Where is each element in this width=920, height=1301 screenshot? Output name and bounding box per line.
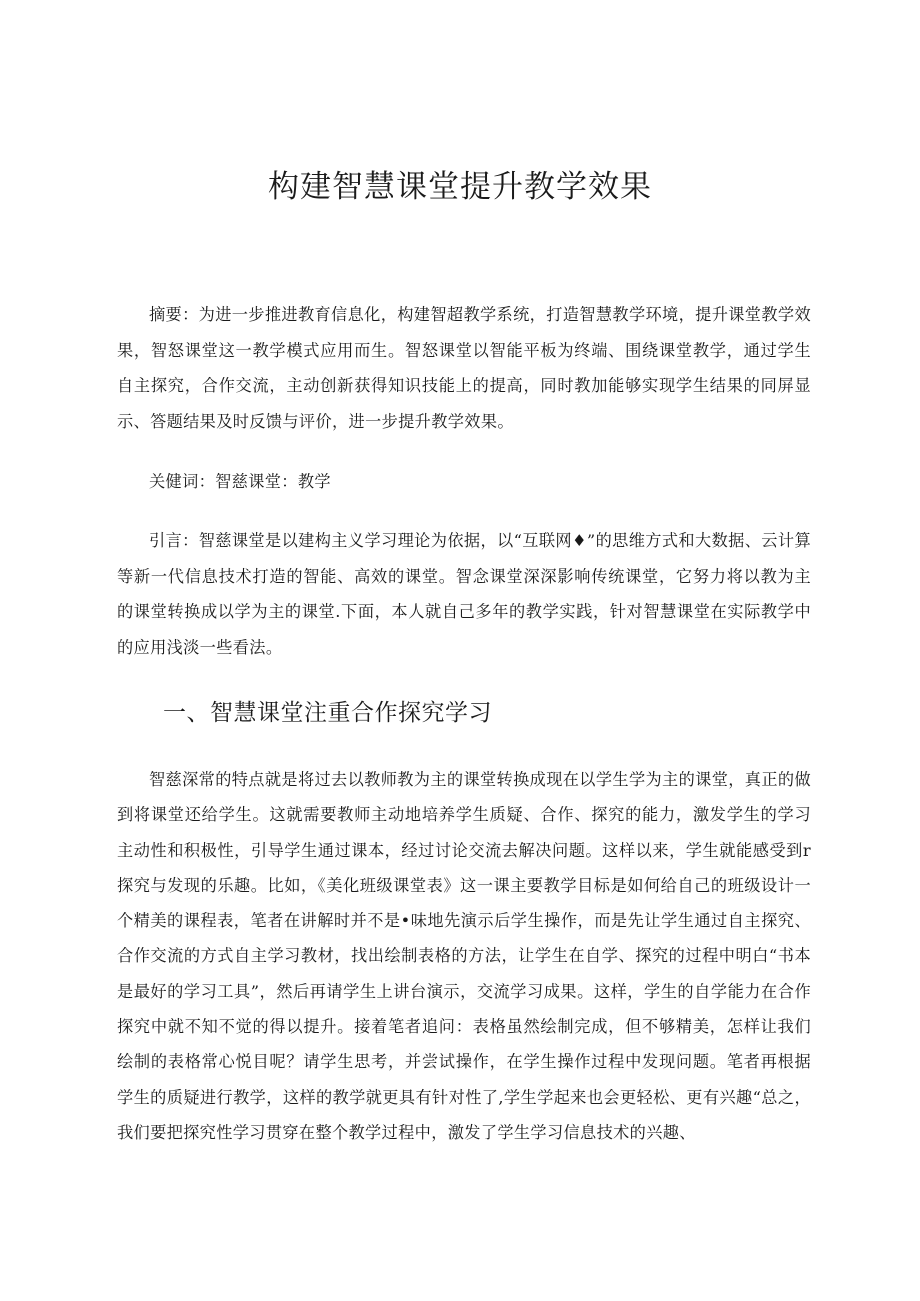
- abstract-paragraph: 摘要：为进一步推进教育信息化，构建智超教学系统，打造智慧教学环境，提升课堂教学效果，智怒课堂这一教学模式应用而生。智怒课堂以智能平板为终端、围绕课堂教学，通过学生自主探究，合作交流，主动创新获得知识技能上的提高，同时教加能够实现学生结果的同屏显示、答题结果及时反馈与评价，进一步提升教学效果。: [117, 305, 811, 431]
- intro-paragraph: 引言：智慈课堂是以建构主义学习理论为依据，以“互联网♦”的思维方式和大数据、云计算等新一代信息技术打造的智能、高效的课堂。智念课堂深深影响传统课堂，它努力将以教为主的课堂转换成以学为主的课堂.下面，本人就自己多年的教学实践，针对智慧课堂在实际教学中的应用浅淡一些看法。: [117, 531, 811, 657]
- keywords-line: 关健词：智慈课堂：教学: [149, 472, 331, 491]
- document-title: 构建智慧课堂提升教学效果: [268, 169, 652, 205]
- section-1-paragraph: 智慈深常的特点就是将过去以教师教为主的课堂转换成现在以学生学为主的课堂，真正的做到将课堂还给学生。这就需要教师主动地培养学生质疑、合作、探究的能力，激发学生的学习主动性和积极性，引导学生通过课本，经过讨论交流去解决问题。这样以来，学生就能感受到r探究与发现的乐趣。比如，《美化班级课堂表》这一课主要教学目标是如何给自己的班级设计一个精美的课程表，笔者在讲解时并不是•味地先演示后学生操作，而是先让学生通过自主探究、合作交流的方式自主学习教材，找出绘制表格的方法，让学生在自学、探究的过程中明白“书本是最好的学习工具”，然后再请学生上讲台演示，交流学习成果。这样，学生的自学能力在合作探究中就不知不觉的得以提升。接着笔者追问：表格虽然绘制完成，但不够精美，怎样让我们绘制的表格常心悦目呢？请学生思考，并尝试操作，在学生操作过程中发现问题。笔者再根据学生的质疑进行教学，这样的教学就更具有针对性了,学生学起来也会更轻松、更有兴趣“总之，我们要把探究性学习贯穿在整个教学过程中，激发了学生学习信息技术的兴趣、: [117, 770, 811, 1142]
- section-heading-1: 一、智慧课堂注重合作探究学习: [163, 700, 492, 726]
